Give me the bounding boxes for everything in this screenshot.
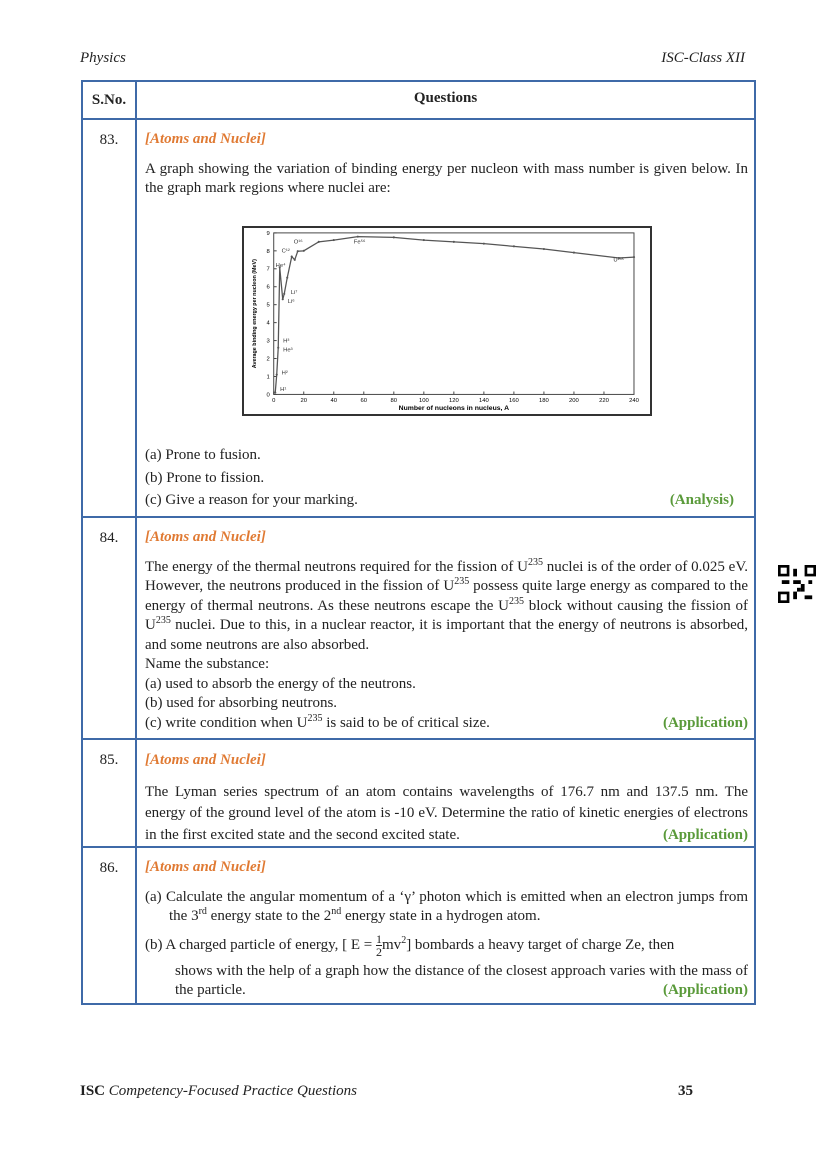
col-sno: S.No. bbox=[83, 82, 137, 118]
x-tick-label: 220 bbox=[599, 398, 609, 405]
binding-energy-graph bbox=[242, 226, 652, 416]
x-tick-label: 20 bbox=[300, 398, 308, 405]
part-b: (b) A charged particle of energy, [ E = $\frac{1}{2}$ $mv^2$] bombards a heavy target of charge Ze, then bbox=[145, 931, 675, 959]
x-tick-label: 120 bbox=[448, 398, 459, 405]
data-point bbox=[291, 256, 293, 258]
question-number: 85. bbox=[83, 740, 137, 846]
x-tick-label: 0 bbox=[272, 398, 276, 405]
qr-code-icon[interactable] bbox=[778, 565, 816, 603]
option-c: (c) Give a reason for your marking. bbox=[145, 492, 358, 508]
data-point bbox=[453, 241, 455, 243]
y-tick-label: 5 bbox=[266, 302, 270, 309]
nucleus-label: Fe⁵⁶ bbox=[353, 239, 366, 246]
data-point bbox=[318, 241, 320, 243]
level-badge: (Application) bbox=[662, 714, 748, 731]
fraction: $\frac{1}{2}$ bbox=[376, 931, 383, 959]
nucleus-label: O¹⁶ bbox=[293, 239, 303, 246]
nucleus-label: He³ bbox=[283, 347, 293, 354]
x-tick-label: 240 bbox=[629, 398, 639, 405]
table-header bbox=[81, 80, 756, 120]
question-text: The Lyman series spectrum of an atom contains wavelengths of 176.7 nm and 137.5 nm. The energy of the ground level of the atom is -10 eV. Determine the ratio of kinetic energies of electrons in the first excited state and the second excited state. (Application) bbox=[145, 782, 748, 847]
y-tick-label: 0 bbox=[266, 392, 270, 399]
data-point bbox=[276, 374, 278, 376]
x-tick-label: 80 bbox=[390, 398, 398, 405]
x-tick-label: 140 bbox=[478, 398, 489, 405]
data-point bbox=[283, 293, 285, 295]
question-85 bbox=[81, 738, 756, 848]
data-point bbox=[333, 239, 335, 241]
option-c: (c) write condition when $U^{235}$ is said to be of critical size. (Application) bbox=[145, 714, 748, 734]
question-86 bbox=[81, 846, 756, 1005]
col-questions: Questions bbox=[413, 90, 478, 106]
nucleus-label: H³ bbox=[283, 338, 290, 345]
topic-label: [Atoms and Nuclei] bbox=[145, 859, 266, 875]
plot-frame bbox=[274, 233, 634, 395]
topic-label: [Atoms and Nuclei] bbox=[145, 752, 266, 768]
level-badge: (Application) bbox=[662, 826, 748, 843]
footer-title: ISC Competency-Focused Practice Questions bbox=[80, 1083, 358, 1099]
nucleus-label: H² bbox=[281, 370, 288, 377]
data-point bbox=[633, 256, 635, 258]
question-number: 84. bbox=[83, 518, 137, 738]
data-point bbox=[303, 250, 305, 252]
header-subject: Physics bbox=[80, 50, 126, 66]
y-tick-label: 1 bbox=[266, 374, 270, 381]
nucleus-label: H¹ bbox=[280, 386, 287, 393]
x-tick-label: 100 bbox=[418, 398, 429, 405]
part-b-cont: shows with the help of a graph how the distance of the closest approach varies with the mass of the particle. (Application) bbox=[145, 962, 748, 1001]
data-point bbox=[573, 252, 575, 254]
x-tick-label: 180 bbox=[539, 398, 549, 405]
x-tick-label: 40 bbox=[330, 398, 338, 405]
data-point bbox=[277, 347, 279, 349]
topic-label: [Atoms and Nuclei] bbox=[145, 529, 266, 545]
question-number: 86. bbox=[83, 848, 137, 1003]
y-tick-label: 3 bbox=[266, 338, 270, 345]
question-84 bbox=[81, 516, 756, 740]
data-point bbox=[282, 298, 284, 300]
data-point bbox=[297, 250, 299, 252]
option-a: (a) used to absorb the energy of the neutrons. bbox=[145, 675, 416, 692]
question-number: 83. bbox=[83, 120, 137, 516]
data-point bbox=[423, 239, 425, 241]
instruction: Name the substance: bbox=[145, 656, 270, 672]
data-point bbox=[513, 245, 515, 247]
level-badge: (Analysis) bbox=[669, 492, 734, 508]
y-axis-label: Average binding energy per nucleon (MeV) bbox=[252, 259, 259, 369]
data-point bbox=[274, 392, 276, 394]
y-tick-label: 4 bbox=[266, 320, 270, 327]
x-tick-label: 200 bbox=[569, 398, 579, 405]
x-tick-label: 60 bbox=[360, 398, 368, 405]
y-tick-label: 7 bbox=[266, 266, 270, 273]
data-point bbox=[543, 248, 545, 250]
y-tick-label: 8 bbox=[266, 248, 270, 255]
nucleus-label: U²³⁵ bbox=[613, 257, 624, 264]
part-a: (a) Calculate the angular momentum of a ‘γ’ photon which is emitted when an electron jumps from the 3rd energy state to the 2nd energy state in a hydrogen atom. bbox=[145, 888, 748, 924]
question-text: The energy of the thermal neutrons required for the fission of $U^{235}$ nuclei is of the order of 0.025 eV. However, the neutrons produced in the fission of $U^{235}$ possess quite large energy as compared to the energy of thermal neutrons. As these neutrons escape the $U^{235}$ block without causing the fission of $U^{235}$ nuclei. Due to this, in a nuclear reactor, it is important that the energy of neutrons is absorbed, and some neutrons are also absorbed. bbox=[145, 556, 748, 653]
y-tick-label: 6 bbox=[266, 284, 270, 291]
option-b: (b) Prone to fission. bbox=[145, 469, 265, 486]
level-badge: (Application) bbox=[662, 982, 748, 998]
nucleus-label: Li⁷ bbox=[290, 289, 298, 296]
nucleus-label: C¹² bbox=[281, 248, 290, 255]
y-tick-label: 2 bbox=[266, 356, 270, 363]
option-a: (a) Prone to fusion. bbox=[145, 447, 261, 463]
x-axis-label: Number of nucleons in nucleus, A bbox=[398, 405, 510, 413]
data-point bbox=[483, 243, 485, 245]
x-tick-label: 160 bbox=[509, 398, 519, 405]
nucleus-label: Li⁶ bbox=[287, 298, 295, 305]
question-text: A graph showing the variation of binding energy per nucleon with mass number is given below. In the graph mark regions where nuclei are: bbox=[145, 160, 748, 196]
data-point bbox=[294, 259, 296, 261]
question-83 bbox=[81, 118, 756, 518]
binding-energy-curve bbox=[275, 237, 634, 393]
header-class: ISC-Class XII bbox=[661, 50, 745, 66]
data-point bbox=[393, 236, 395, 238]
page-number: 35 bbox=[678, 1083, 693, 1099]
nucleus-label: He⁴ bbox=[275, 262, 286, 269]
data-point bbox=[357, 236, 359, 238]
option-b: (b) used for absorbing neutrons. bbox=[145, 695, 338, 711]
topic-label: [Atoms and Nuclei] bbox=[145, 131, 266, 147]
data-point bbox=[286, 277, 288, 279]
y-tick-label: 9 bbox=[266, 230, 270, 237]
